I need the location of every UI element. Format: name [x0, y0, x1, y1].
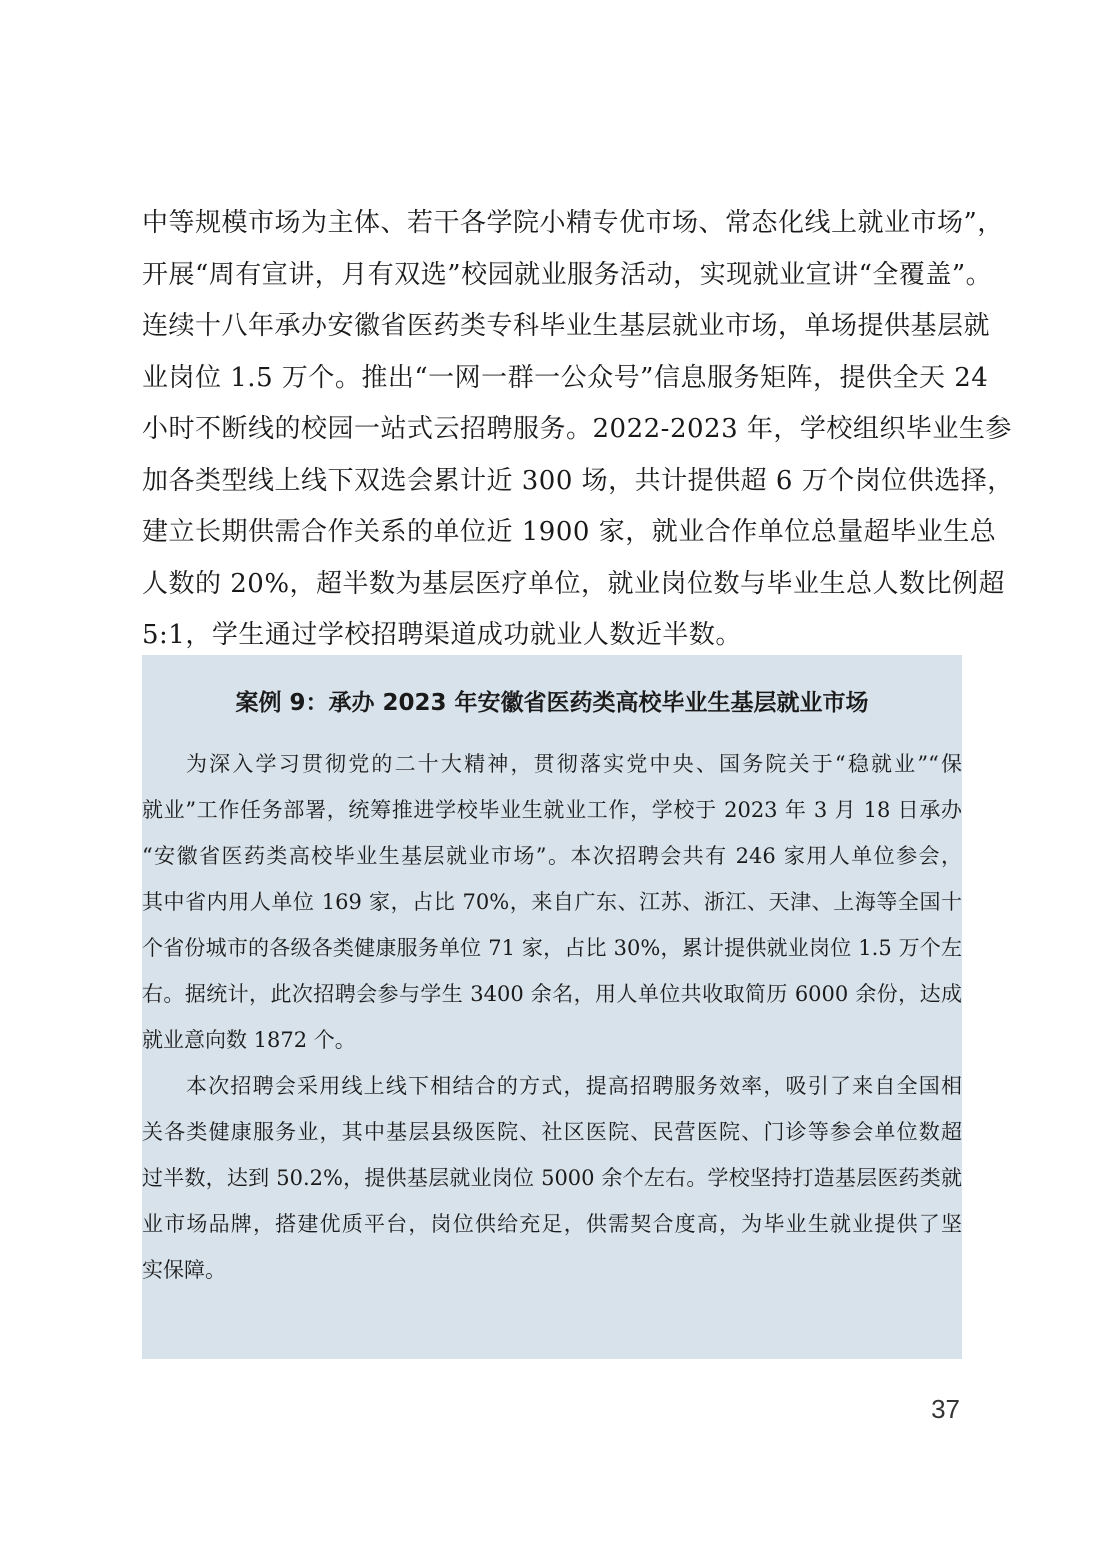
case-title: 案例 9：承办 2023 年安徽省医药类高校毕业生基层就业市场 — [235, 690, 869, 716]
case-text-line: 过半数，达到 50.2%，提供基层就业岗位 5000 余个左右。学校坚持打造基层医药类就 — [142, 1166, 962, 1190]
main-paragraph — [142, 198, 1014, 662]
case-text-line: 实保障。 — [142, 1258, 226, 1282]
case-study-box — [142, 655, 962, 1359]
case-text-line: 其中省内用人单位 169 家，占比 70%，来自广东、江苏、浙江、天津、上海等全国十 — [142, 890, 962, 914]
text-line: 5:1，学生通过学校招聘渠道成功就业人数近半数。 — [142, 620, 742, 650]
case-text-line: 本次招聘会采用线上线下相结合的方式，提高招聘服务效率，吸引了来自全国相 — [186, 1074, 962, 1098]
text-line: 开展“周有宣讲，月有双选”校园就业服务活动，实现就业宣讲“全覆盖”。 — [142, 259, 993, 290]
text-line: 业岗位 1.5 万个。推出“一网一群一公众号”信息服务矩阵，提供全天 24 — [142, 362, 989, 393]
case-text-line: “安徽省医药类高校毕业生基层就业市场”。本次招聘会共有 246 家用人单位参会， — [142, 844, 962, 868]
case-text-line: 业市场品牌，搭建优质平台，岗位供给充足，供需契合度高，为毕业生就业提供了坚 — [142, 1212, 962, 1236]
case-body — [142, 741, 962, 1293]
case-text-line: 关各类健康服务业，其中基层县级医院、社区医院、民营医院、门诊等参会单位数超 — [142, 1120, 962, 1144]
case-text-line: 就业”工作任务部署，统筹推进学校毕业生就业工作，学校于 2023 年 3 月 18 日承办 — [142, 798, 962, 822]
text-line: 中等规模市场为主体、若干各学院小精专优市场、常态化线上就业市场”， — [142, 208, 1004, 238]
case-text-line: 个省份城市的各级各类健康服务单位 71 家，占比 30%，累计提供就业岗位 1.5 万个左 — [142, 936, 962, 960]
text-line: 小时不断线的校园一站式云招聘服务。2022-2023 年，学校组织毕业生参 — [142, 414, 1012, 444]
case-text-line: 为深入学习贯彻党的二十大精神，贯彻落实党中央、国务院关于“稳就业”“保 — [186, 752, 962, 776]
page-number: 37 — [931, 1394, 960, 1424]
text-line: 建立长期供需合作关系的单位近 1900 家，就业合作单位总量超毕业生总 — [142, 517, 997, 547]
case-text-line: 就业意向数 1872 个。 — [142, 1028, 356, 1052]
case-text-line: 右。据统计，此次招聘会参与学生 3400 余名，用人单位共收取简历 6000 余份，达成 — [142, 982, 962, 1006]
text-line: 加各类型线上线下双选会累计近 300 场，共计提供超 6 万个岗位供选择， — [142, 465, 1014, 496]
text-line: 连续十八年承办安徽省医药类专科毕业生基层就业市场，单场提供基层就 — [142, 311, 991, 341]
text-line: 人数的 20%，超半数为基层医疗单位，就业岗位数与毕业生总人数比例超 — [142, 568, 1006, 599]
